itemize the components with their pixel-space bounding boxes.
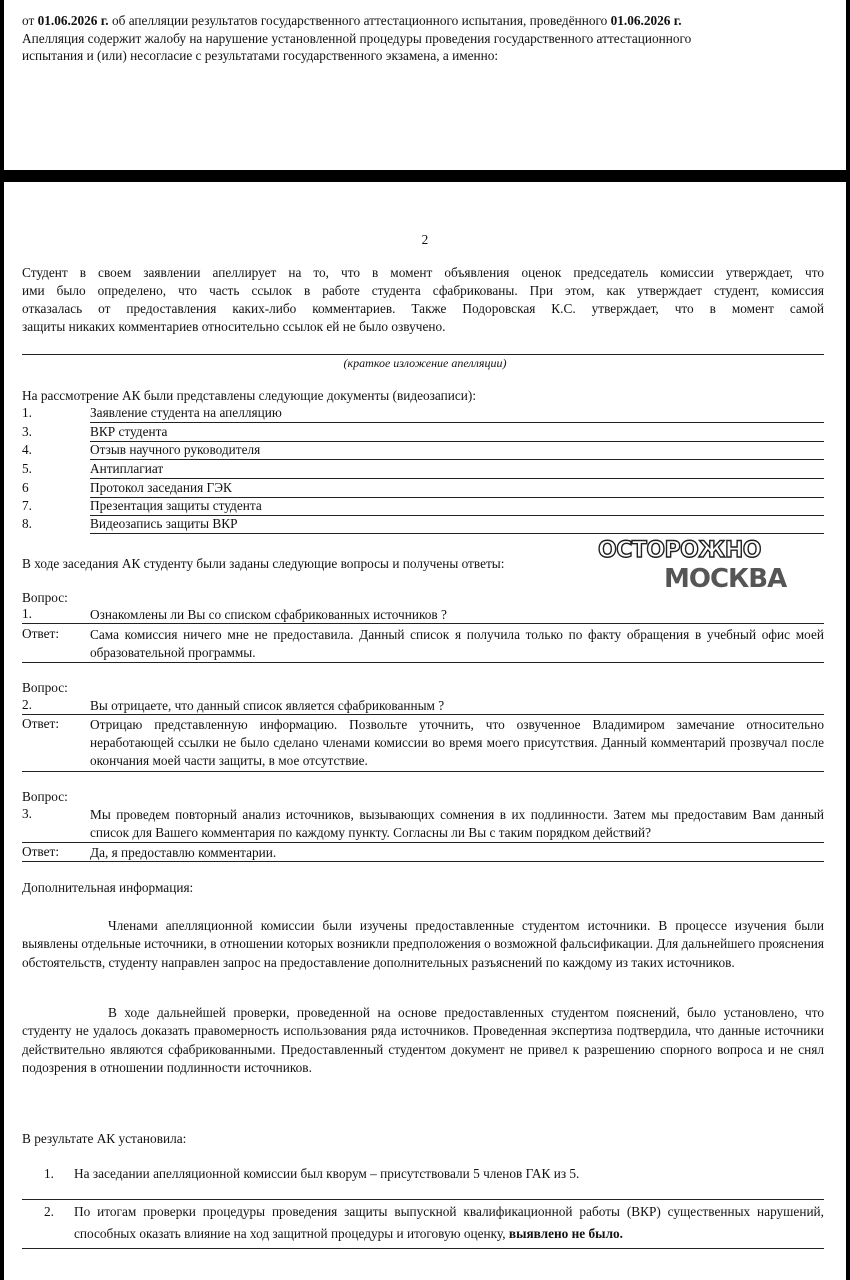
summary-line: отказалась от предоставления каких-либо комментариев. Также Подоровская К.С. утверждает, что в момент самой (22, 301, 824, 316)
divider (90, 459, 824, 460)
divider (22, 1199, 824, 1200)
question-label: Вопрос: (22, 680, 68, 695)
divider (22, 623, 824, 624)
result-heading: В результате АК установила: (22, 1131, 187, 1146)
doc-item: Видеозапись защиты ВКР (90, 516, 238, 531)
divider (22, 861, 824, 862)
doc-num: 6 (22, 480, 29, 495)
result-num: 2. (44, 1204, 54, 1219)
doc-item: ВКР студента (90, 424, 168, 439)
divider (22, 662, 824, 663)
question-text: Вы отрицаете, что данный список является сфабрикованным ? (90, 698, 445, 713)
result-num: 1. (44, 1166, 54, 1181)
answer-label: Ответ: (22, 844, 60, 859)
doc-num: 8. (22, 516, 32, 531)
watermark-line-1: ОСТОРОЖНО (598, 538, 761, 563)
additional-paragraph: Членами апелляционной комиссии были изучены предоставленные студентом источники. В процессе изучения были выявлены отдельные источники, в отношении которых возникли предположения о возможной фальсификации. Для дальнейшего прояснения обстоятельств, студенту направлен запрос на предоставление дополнительных разъяснений по каждому из таких источников. (22, 918, 824, 970)
answer-text: Отрицаю представленную информацию. Позвольте уточнить, что озвученное Владимиром замечание относительно неработающей ссылки не было сделано членами комиссии во время моего присутствия. Данный комментарий прозвучал после окончания моей части защиты, в мое отсутствие. (90, 717, 824, 768)
text-fragment: об апелляции результатов государственного аттестационного испытания, проведённого (108, 13, 611, 28)
summary-line: ими было определено, что часть ссылок в работе студента сфабрикованы. При этом, как утверждает студент, комиссия (22, 283, 824, 298)
question-text: Ознакомлены ли Вы со списком сфабрикованных источников ? (90, 607, 447, 622)
doc-num: 1. (22, 405, 32, 420)
doc-item: Отзыв научного руководителя (90, 442, 261, 457)
qa-heading: В ходе заседания АК студенту были заданы следующие вопросы и получены ответы: (22, 556, 505, 571)
divider (22, 714, 824, 715)
doc-num: 4. (22, 442, 32, 457)
doc-num: 7. (22, 498, 32, 513)
answer-label: Ответ: (22, 716, 60, 731)
question-num: 2. (22, 697, 32, 712)
question-label: Вопрос: (22, 590, 68, 605)
page-number: 2 (421, 232, 429, 247)
watermark-logo (598, 538, 803, 598)
text-fragment: от (22, 13, 38, 28)
answer-text: Сама комиссия ничего мне не предоставила. Данный список я получила только по факту обращения в учебный офис моей образовательной программы. (90, 627, 824, 660)
document-page-2 (4, 182, 846, 1280)
summary-caption: (краткое изложение апелляции) (343, 356, 507, 370)
question-text: Мы проведем повторный анализ источников, вызывающих сомнения в их подлинности. Затем мы предоставим Вам данный список для Вашего комментария по каждому пункту. Согласны ли Вы с таким порядком действий? (90, 807, 824, 840)
page1-line-2: Апелляция содержит жалобу на нарушение установленной процедуры проведения государственного аттестационного (22, 31, 692, 46)
summary-line: Студент в своем заявлении апеллирует на то, что в момент объявления оценок председатель комиссии утверждает, что (22, 265, 824, 280)
question-num: 1. (22, 606, 32, 621)
divider (22, 842, 824, 843)
answer-text: Да, я предоставлю комментарии. (90, 845, 277, 860)
page1-line-1 (22, 12, 682, 30)
divider (90, 478, 824, 479)
divider (22, 1248, 824, 1249)
document-page-1 (4, 0, 846, 170)
docs-heading: На рассмотрение АК были представлены следующие документы (видеозаписи): (22, 388, 477, 403)
divider (90, 422, 824, 423)
summary-line: защиты никаких комментариев относительно ссылок ей не было озвучено. (22, 319, 446, 334)
divider (90, 533, 824, 534)
watermark-line-2: МОСКВА (664, 564, 787, 594)
doc-item: Заявление студента на апелляцию (90, 405, 282, 420)
result-text-wrap (74, 1201, 824, 1245)
additional-paragraph: В ходе дальнейшей проверки, проведенной на основе предоставленных студентом пояснений, было установлено, что студенту не удалось доказать правомерность использования ряда источников. Проведенная экспертиза подтвердила, что данные источники действительно являются сфабрикованными. Предоставленный студентом документ не привел к разрешению спорного вопроса и не снял подозрения в отношении подлинности источников. (22, 1005, 824, 1076)
divider (22, 771, 824, 772)
doc-num: 3. (22, 424, 32, 439)
question-num: 3. (22, 806, 32, 821)
result-item (44, 1163, 824, 1185)
divider (22, 354, 824, 355)
doc-item: Презентация защиты студента (90, 498, 262, 513)
doc-num: 5. (22, 461, 32, 476)
question-label: Вопрос: (22, 789, 68, 804)
result-item (44, 1201, 824, 1245)
additional-heading: Дополнительная информация: (22, 880, 194, 895)
result-text: По итогам проверки процедуры проведения защиты выпускной квалификационной работы (ВКР) существенных нарушений, способных оказать влияние на ход защитной процедуры и итоговую оценку, (74, 1204, 824, 1241)
answer-label: Ответ: (22, 626, 60, 641)
date-fragment: 01.06.2026 г. (610, 13, 682, 28)
page1-line-3: испытания и (или) несогласие с результатами государственного экзамена, а именно: (22, 48, 499, 63)
date-fragment: 01.06.2026 г. (37, 13, 109, 28)
doc-item: Антиплагиат (90, 461, 164, 476)
doc-item: Протокол заседания ГЭК (90, 480, 232, 495)
result-verdict: выявлено не было. (508, 1226, 623, 1241)
result-text: На заседании апелляционной комиссии был кворум – присутствовали 5 членов ГАК из 5. (74, 1166, 580, 1181)
